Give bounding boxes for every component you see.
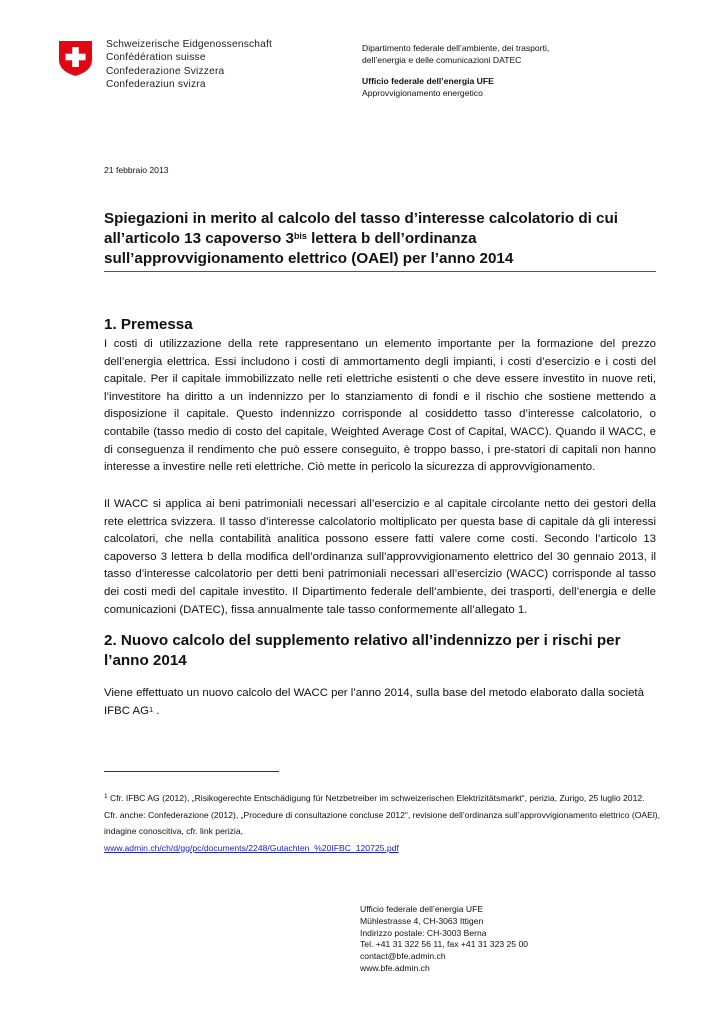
section-1-paragraph-1: I costi di utilizzazione della rete rappresentano un elemento importante per la formazione del prezzo dell’energia elettrica. Essi includono i costi di ammortamento degli impianti, i costi d’esercizio e i costi del capitale. Per il capitale immobilizzato nelle reti elettriche esistenti o che deve essere investito in nuove reti, l’investitore ha diritto a un indennizzo per lo stanziamento di fondi e il rischio che sostiene mettendo a disposizione il capitale. Questo indennizzo corrisponde al cosiddetto tasso d’interesse calcolatorio, o contabile (tasso medio di costo del capitale, Weighted Average Cost of Capital, WACC). Quando il WACC, e di conseguenza il rendimento che può essere conseguito, è troppo basso, i pre-statori di capitali non hanno interesse a investire nelle reti elettriche. Ciò mette in pericolo la sicurezza di approvvigionamento. <box>104 338 656 474</box>
address-street: Mühlestrasse 4, CH-3063 Ittigen <box>360 915 484 926</box>
swiss-cross-logo-icon <box>57 40 94 77</box>
department-block <box>362 42 602 100</box>
department-line-1: Dipartimento federale dell’ambiente, dei trasporti, <box>362 43 550 53</box>
section-2-heading: 2. Nuovo calcolo del supplemento relativo all’indennizzo per i rischi per l’anno 2014 <box>104 632 621 669</box>
footnote-text-1: Cfr. IFBC AG (2012), „Risikogerechte Entschädigung für Netzbetreiber im schweizerischen Elektrizitätsmarkt“, perizia, Zurigo, 25 luglio 2012. <box>107 793 645 803</box>
department-line-2: dell’energia e delle comunicazioni DATEC <box>362 55 522 66</box>
footnote-separator <box>104 771 279 772</box>
footnote-text-2: Cfr. anche: Confederazione (2012), „Procedure di consultazione concluse 2012“, revisione dell’ordinanza sull’approvvigionamento elettrico (OAEl), indagine conoscitiva, cfr. link perizia, <box>104 809 661 837</box>
document-date: 21 febbraio 2013 <box>104 165 169 175</box>
address-website[interactable]: www.bfe.admin.ch <box>360 962 430 973</box>
section-1-paragraph-2: Il WACC si applica ai beni patrimoniali necessari all’esercizio e al capitale circolante netto dei gestori della rete elettrica svizzera. Il tasso d’interesse calcolatorio moltiplicato per questa base di capitale dà gli interessi calcolatori, che nella contabilità analitica possono essere fatti valere come costi. Secondo l’articolo 13 capoverso 3 lettera b della modifica dell’ordinanza sull’approvvigionamento elettrico del 30 gennaio 2013, il tasso d’interesse calcolatorio per detti beni patrimoniali necessari all’esercizio (WACC) corrisponde al tasso dei costi medi del capitale investito. Il Dipartimento federale dell’ambiente, dei trasporti, dell’energia e delle comunicazioni (DATEC), fissa annualmente tale tasso conformemente all’allegato 1. <box>104 498 656 616</box>
org-name-rm: Confederaziun svizra <box>106 79 206 91</box>
document-title <box>104 209 656 272</box>
org-name-it: Confederazione Svizzera <box>106 65 225 77</box>
address-phone: Tel. +41 31 322 56 11, fax +41 31 323 25 00 <box>360 939 529 950</box>
title-text: Spiegazioni in merito al calcolo del tasso d’interesse calcolatorio di cui all’articolo 13 capoverso 3 <box>104 210 618 247</box>
org-name-fr: Confédération suisse <box>106 52 206 64</box>
footnote-reference[interactable]: 1 <box>148 704 154 714</box>
org-name-de: Schweizerische Eidgenossenschaft <box>106 39 273 50</box>
section-2-text: Viene effettuato un nuovo calcolo del WACC per l’anno 2014, sulla base del metodo elaborato dalla società IFBC AG <box>104 687 644 717</box>
footnote-link[interactable]: www.admin.ch/ch/d/gg/pc/documents/2248/Gutachten_%20IFBC_120725.pdf <box>104 842 399 853</box>
footnote-number: 1 <box>104 793 108 800</box>
org-name-block <box>106 38 272 92</box>
cross-horizontal <box>66 54 86 61</box>
section-name: Approvvigionamento energetico <box>362 88 483 99</box>
title-text-end: lettera b dell’ordinanza sull’approvvigionamento elettrico (OAEl) per l’anno 2014 <box>104 230 514 267</box>
section-2-paragraph-1 <box>104 685 656 720</box>
title-superscript: bis <box>293 231 307 241</box>
office-address <box>360 904 528 975</box>
footnote-line-1 <box>104 790 664 807</box>
address-office: Ufficio federale dell’energia UFE <box>360 904 484 914</box>
address-postal: Indirizzo postale: CH-3003 Berna <box>360 927 487 938</box>
section-2-text-end: . <box>153 704 160 717</box>
section-1-heading: 1. Premessa <box>104 316 193 333</box>
footnote <box>104 790 664 856</box>
address-email[interactable]: contact@bfe.admin.ch <box>360 951 446 962</box>
office-name: Ufficio federale dell’energia UFE <box>362 75 494 86</box>
